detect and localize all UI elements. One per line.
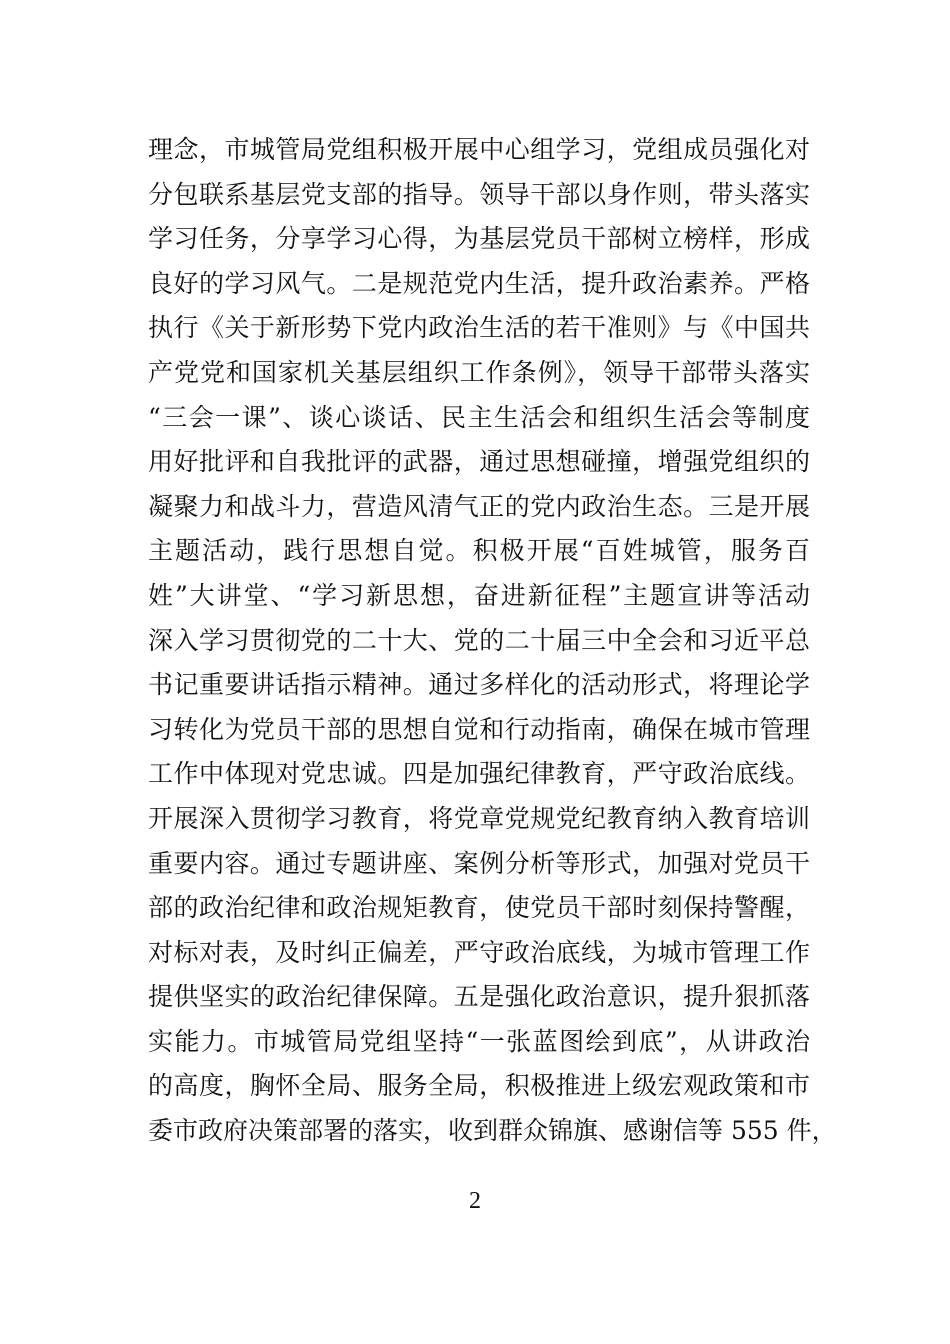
text-line: 习转化为党员干部的思想自觉和行动指南，确保在城市管理 bbox=[148, 714, 810, 744]
body-paragraph bbox=[148, 128, 837, 1154]
text-line: 学习任务，分享学习心得，为基层党员干部树立榜样，形成 bbox=[148, 224, 810, 254]
text-line: “三会一课”、谈心谈话、民主生活会和组织生活会等制度 bbox=[148, 402, 810, 432]
text-line: 的高度，胸怀全局、服务全局，积极推进上级宏观政策和市 bbox=[148, 1071, 810, 1101]
text-line: 执行《关于新形势下党内政治生活的若干准则》与《中国共 bbox=[148, 313, 810, 343]
text-line: 主题活动，践行思想自觉。积极开展“百姓城管，服务百 bbox=[148, 536, 810, 566]
text-line: 姓”大讲堂、“学习新思想，奋进新征程”主题宣讲等活动 bbox=[148, 580, 810, 610]
text-line: 书记重要讲话指示精神。通过多样化的活动形式，将理论学 bbox=[148, 670, 810, 700]
text-line: 提供坚实的政治纪律保障。五是强化政治意识，提升狠抓落 bbox=[148, 982, 810, 1012]
text-line: 良好的学习风气。二是规范党内生活，提升政治素养。严格 bbox=[148, 268, 810, 298]
text-line: 委市政府决策部署的落实，收到群众锦旗、感谢信等 555 件， bbox=[148, 1116, 837, 1146]
text-line: 工作中体现对党忠诚。四是加强纪律教育，严守政治底线。 bbox=[148, 759, 810, 789]
text-line: 凝聚力和战斗力，营造风清气正的党内政治生态。三是开展 bbox=[148, 491, 810, 521]
text-line: 用好批评和自我批评的武器，通过思想碰撞，增强党组织的 bbox=[148, 447, 810, 477]
text-line: 理念，市城管局党组积极开展中心组学习，党组成员强化对 bbox=[148, 135, 810, 164]
text-line: 开展深入贯彻学习教育，将党章党规党纪教育纳入教育培训 bbox=[148, 803, 810, 833]
page-number: 2 bbox=[469, 1188, 481, 1214]
text-line: 重要内容。通过专题讲座、案例分析等形式，加强对党员干 bbox=[148, 848, 810, 878]
text-line: 产党党和国家机关基层组织工作条例》，领导干部带头落实 bbox=[148, 357, 810, 387]
text-line: 部的政治纪律和政治规矩教育，使党员干部时刻保持警醒， bbox=[148, 893, 810, 923]
text-line: 实能力。市城管局党组坚持“一张蓝图绘到底”，从讲政治 bbox=[148, 1026, 810, 1056]
text-line: 分包联系基层党支部的指导。领导干部以身作则，带头落实 bbox=[148, 179, 810, 209]
text-line: 深入学习贯彻党的二十大、党的二十届三中全会和习近平总 bbox=[148, 625, 810, 655]
text-line: 对标对表，及时纠正偏差，严守政治底线，为城市管理工作 bbox=[148, 937, 810, 967]
